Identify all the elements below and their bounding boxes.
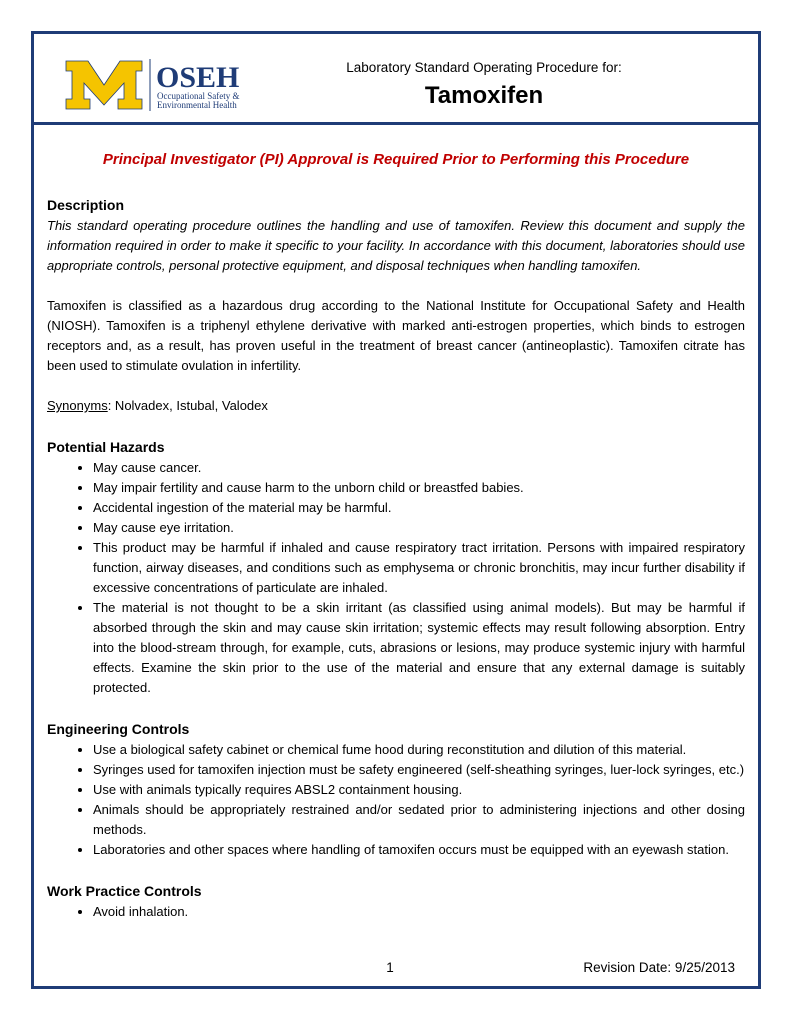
description-heading: Description [47, 197, 125, 213]
hazards-list [47, 458, 745, 698]
list-item: • Syringes used for tamoxifen injection must be safety engineered (self-sheathing syringes, luer-lock syringes, etc.) [93, 760, 745, 780]
list-item: • Use a biological safety cabinet or chemical fume hood during reconstitution and dilution of this material. [93, 740, 745, 760]
pi-approval-notice: Principal Investigator (PI) Approval is Required Prior to Performing this Procedure [102, 151, 690, 168]
synonyms-label: Synonyms [47, 398, 108, 413]
svg-text:Environmental Health: Environmental Health [157, 100, 237, 110]
list-item: • The material is not thought to be a skin irritant (as classified using animal models). But may be harmful if absorbed through the skin and may cause skin irritation; systemic effects may result following absorption. Entry into the blood-stream through, for example, cuts, abrasions or lesions, may produce systemic injury with harmful effects. Examine the skin prior to the use of the material and ensure that any external damage is suitably protected. [93, 598, 745, 698]
engineering-list [47, 740, 745, 860]
svg-text:Occupational Safety &: Occupational Safety & [157, 91, 240, 101]
page-number: 1 [386, 960, 394, 975]
list-item: • This product may be harmful if inhaled and cause respiratory tract irritation. Persons with impaired respiratory function, airway diseases, and conditions such as emphysema or chronic bronchitis, may incur further disability if excessive concentrations of particulate are inhaled. [93, 538, 745, 598]
list-item: • May cause cancer. [93, 458, 745, 478]
list-item: • Animals should be appropriately restrained and/or sedated prior to administering injections and other dosing methods. [93, 800, 745, 840]
list-item: • Avoid inhalation. [93, 902, 745, 922]
document-title: Tamoxifen [424, 82, 544, 109]
synonyms-line [47, 396, 745, 416]
document-body [47, 150, 745, 922]
revision-date: Revision Date: 9/25/2013 [583, 960, 735, 975]
document-header [34, 34, 758, 122]
work-practice-heading: Work Practice Controls [47, 883, 202, 899]
sop-label: Laboratory Standard Operating Procedure for: [346, 60, 622, 75]
list-item: • May cause eye irritation. [93, 518, 745, 538]
header-divider [34, 122, 758, 125]
list-item: • Laboratories and other spaces where handling of tamoxifen occurs must be equipped with an eyewash station. [93, 840, 745, 860]
svg-text:OSEH: OSEH [156, 61, 240, 94]
list-item: • Use with animals typically requires ABSL2 containment housing. [93, 780, 745, 800]
work-practice-list [47, 902, 745, 922]
hazards-heading: Potential Hazards [47, 439, 165, 455]
list-item: • May impair fertility and cause harm to the unborn child or breastfed babies. [93, 478, 745, 498]
engineering-heading: Engineering Controls [47, 721, 190, 737]
list-item: • Accidental ingestion of the material may be harmful. [93, 498, 745, 518]
description-intro: This standard operating procedure outlines the handling and use of tamoxifen. Review this document and supply the information required in order to make it specific to your facility. In accordance with this document, laboratories should use appropriate controls, personal protective equipment, and disposal techniques when handling tamoxifen. [47, 218, 745, 273]
synonyms-value: : Nolvadex, Istubal, Valodex [107, 398, 268, 413]
description-body: Tamoxifen is classified as a hazardous drug according to the National Institute for Occupational Safety and Health (NIOSH). Tamoxifen is a triphenyl ethylene derivative with marked anti-estrogen properties, which binds to estrogen receptors and, as a result, has proven useful in the treatment of breast cancer (antineoplastic). Tamoxifen citrate has been used to stimulate ovulation in infertility. [47, 298, 745, 373]
oseh-logo [64, 55, 294, 115]
